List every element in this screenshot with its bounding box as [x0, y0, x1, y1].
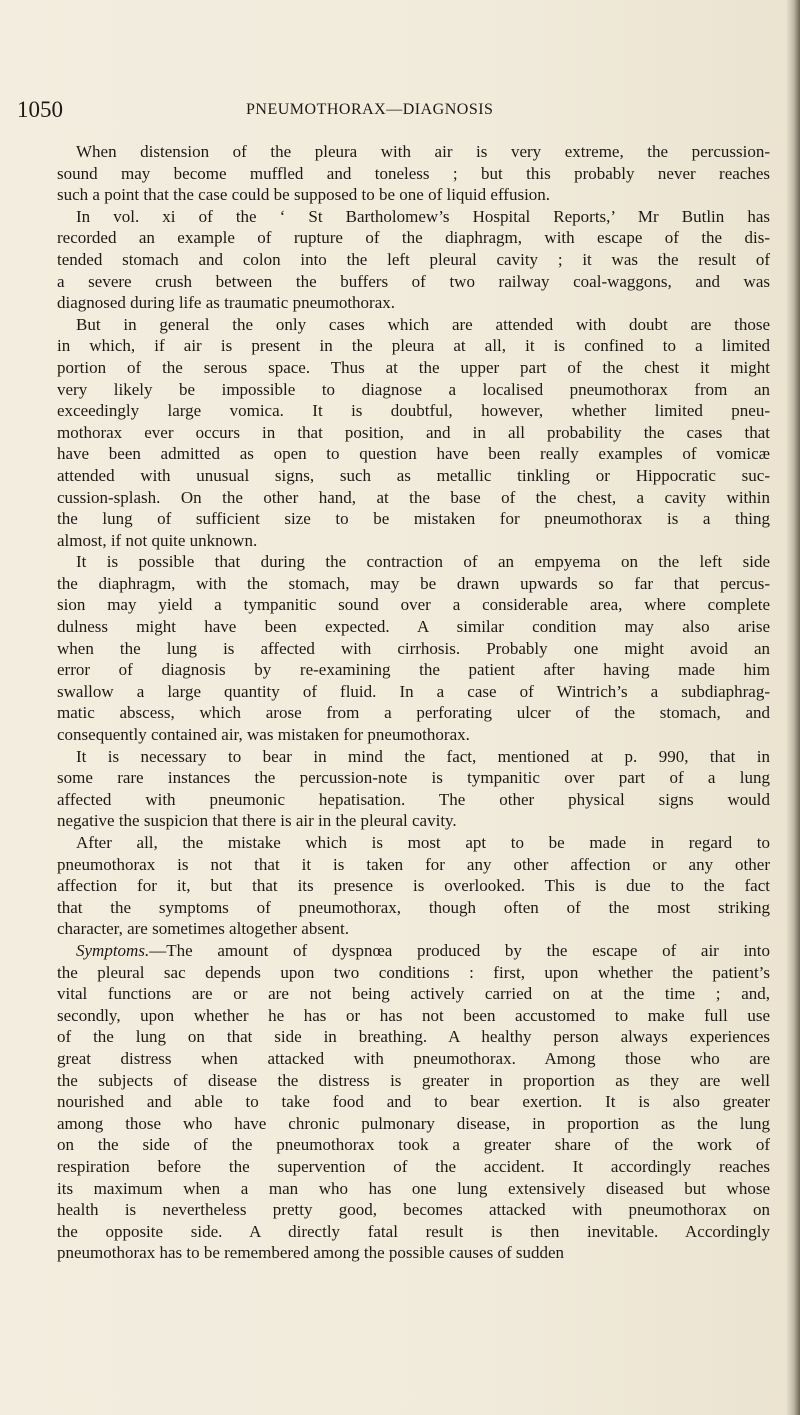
text-line	[57, 940, 770, 962]
text-line: some rare instances the percussion-note is tympanitic over part of a lung	[57, 768, 770, 788]
text-line: respiration before the supervention of the accident. It accordingly reaches	[57, 1156, 770, 1176]
text-line: such a point that the case could be supposed to be one of liquid effusion.	[57, 185, 551, 205]
text-line: mothorax ever occurs in that position, and in all probability the cases that	[57, 422, 770, 442]
text-line: the pleural sac depends upon two conditions : first, upon whether the patient’s	[57, 962, 770, 982]
text-line: in which, if air is present in the pleura at all, it is confined to a limited	[57, 336, 770, 356]
text-line: It is necessary to bear in mind the fact, mentioned at p. 990, that in	[76, 746, 770, 766]
text-line: almost, if not quite unknown.	[57, 530, 258, 550]
text-line: the lung of sufficient size to be mistaken for pneumothorax is a thing	[57, 509, 770, 529]
text-line: When distension of the pleura with air is very extreme, the percussion-	[76, 142, 770, 161]
text-line: very likely be impossible to diagnose a localised pneumothorax from an	[57, 379, 770, 399]
text-line: attended with unusual signs, such as metallic tinkling or Hippocratic suc-	[57, 465, 770, 485]
running-head	[17, 96, 757, 124]
text-line: the subjects of disease the distress is greater in proportion as they are well	[57, 1070, 770, 1090]
text-line: the diaphragm, with the stomach, may be drawn upwards so far that percus-	[57, 573, 770, 593]
text-line: the opposite side. A directly fatal result is then inevitable. Accordingly	[57, 1221, 770, 1241]
text-line: sion may yield a tympanitic sound over a considerable area, where complete	[57, 595, 770, 615]
text-line: dulness might have been expected. A similar condition may also arise	[57, 617, 770, 637]
text-line: have been admitted as open to question have been really examples of vomicæ	[57, 444, 770, 464]
paragraph	[57, 746, 770, 832]
body-text	[57, 141, 770, 1264]
text-line: In vol. xi of the ‘ St Bartholomew’s Hospital Reports,’ Mr Butlin has	[76, 206, 770, 226]
text-line: consequently contained air, was mistaken for pneumothorax.	[57, 725, 470, 745]
text-line: sound may become muffled and toneless ; but this probably never reaches	[57, 163, 770, 183]
paragraph	[57, 832, 770, 940]
paragraph	[57, 940, 770, 1264]
text-line: character, are sometimes altogether absent.	[57, 919, 349, 939]
text-line: After all, the mistake which is most apt to be made in regard to	[76, 833, 770, 852]
text-line: pneumothorax is not that it is taken for any other affection or any other	[57, 854, 770, 874]
page-edge-shadow	[786, 0, 800, 1415]
text-line: great distress when attacked with pneumothorax. Among those who are	[57, 1048, 770, 1068]
text-line: It is possible that during the contraction of an empyema on the left side	[76, 552, 770, 572]
text-line: swallow a large quantity of fluid. In a case of Wintrich’s a subdiaphrag-	[57, 681, 770, 701]
text-line: diagnosed during life as traumatic pneumothorax.	[57, 293, 396, 313]
text-line: nourished and able to take food and to bear exertion. It is also greater	[57, 1092, 770, 1112]
text-line: cussion-splash. On the other hand, at the base of the chest, a cavity within	[57, 487, 770, 507]
section-heading: Symptoms.	[76, 940, 150, 960]
text-line: a severe crush between the buffers of two railway coal-waggons, and was	[57, 271, 770, 291]
text-line: error of diagnosis by re-examining the patient after having made him	[57, 660, 770, 680]
text-line: on the side of the pneumothorax took a greater share of the work of	[57, 1135, 770, 1155]
text-line: recorded an example of rupture of the diaphragm, with escape of the dis-	[57, 228, 770, 248]
paragraph	[57, 141, 770, 206]
text-line: that the symptoms of pneumothorax, though often of the most striking	[57, 897, 770, 917]
text-line: But in general the only cases which are attended with doubt are those	[76, 314, 770, 334]
paragraph	[57, 206, 770, 314]
text-line: health is nevertheless pretty good, becomes attacked with pneumothorax on	[57, 1200, 770, 1220]
line-text: —The amount of dyspnœa produced by the escape of air into	[149, 940, 770, 960]
text-line: among those who have chronic pulmonary disease, in proportion as the lung	[57, 1113, 770, 1133]
text-line: vital functions are or are not being actively carried on at the time ; and,	[57, 984, 770, 1004]
text-line: of the lung on that side in breathing. A healthy person always experiences	[57, 1027, 770, 1047]
text-line: negative the suspicion that there is air in the pleural cavity.	[57, 811, 457, 831]
text-line: pneumothorax has to be remembered among the possible causes of sudden	[57, 1243, 565, 1263]
paragraph	[57, 314, 770, 552]
running-title: PNEUMOTHORAX—DIAGNOSIS	[246, 101, 494, 118]
text-line: secondly, upon whether he has or has not been accustomed to make full use	[57, 1005, 770, 1025]
text-line: portion of the serous space. Thus at the upper part of the chest it might	[57, 357, 770, 377]
text-line: exceedingly large vomica. It is doubtful, however, whether limited pneu-	[57, 401, 770, 421]
page-number: 1050	[17, 97, 63, 122]
text-line: affected with pneumonic hepatisation. The other physical signs would	[57, 789, 770, 809]
text-line: tended stomach and colon into the left pleural cavity ; it was the result of	[57, 249, 770, 269]
text-line: matic abscess, which arose from a perforating ulcer of the stomach, and	[57, 703, 770, 723]
text-line: its maximum when a man who has one lung extensively diseased but whose	[57, 1178, 770, 1198]
paragraph	[57, 551, 770, 745]
text-line: when the lung is affected with cirrhosis. Probably one might avoid an	[57, 638, 770, 658]
text-line: affection for it, but that its presence is overlooked. This is due to the fact	[57, 876, 770, 896]
